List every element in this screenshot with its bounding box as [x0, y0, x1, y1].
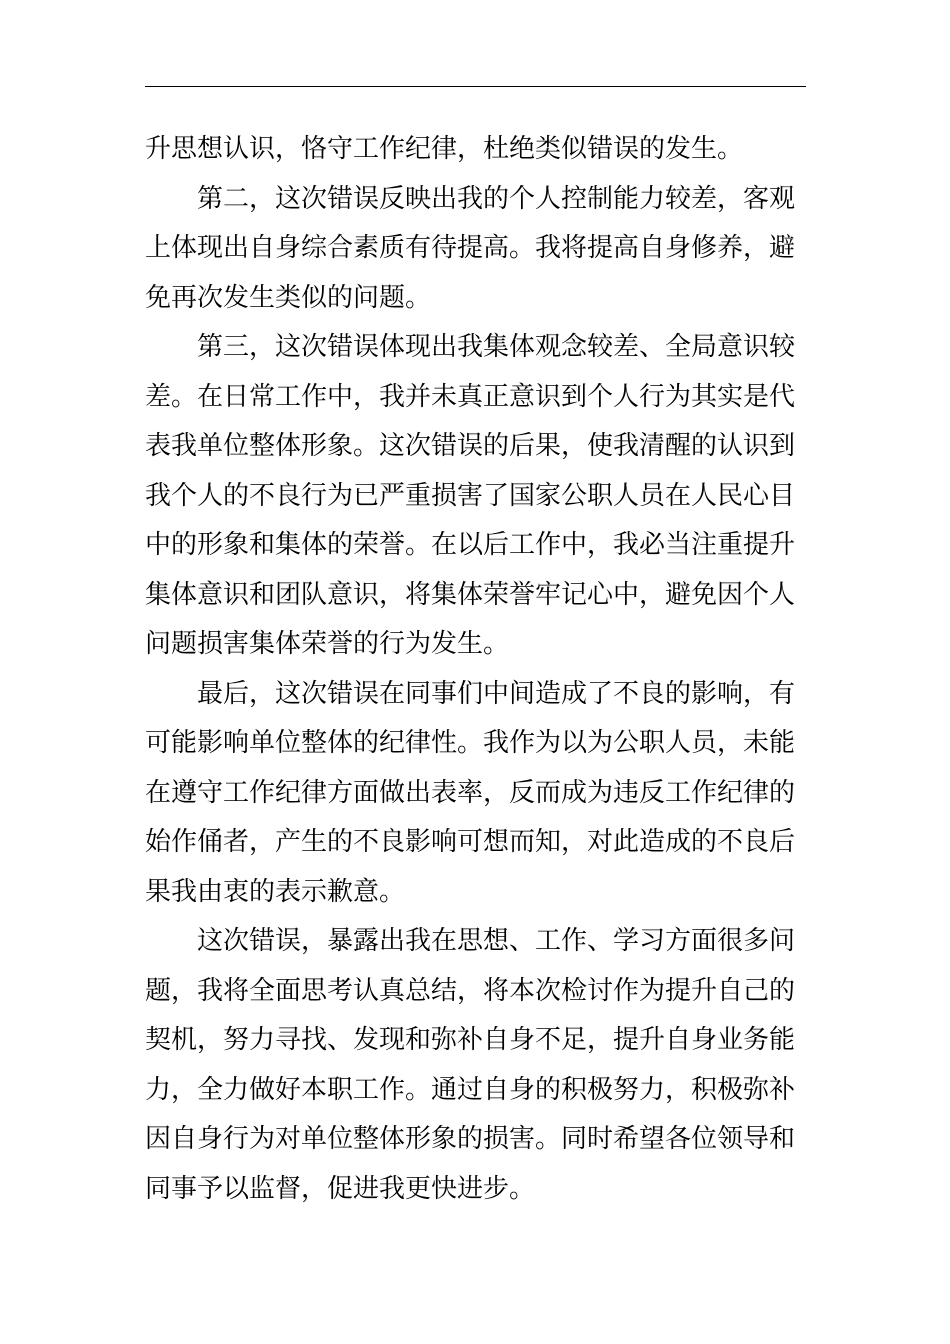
- header-rule: [145, 86, 806, 87]
- text-line: 在遵守工作纪律方面做出表率，反而成为违反工作纪律的: [145, 777, 796, 808]
- text-line: 可能影响单位整体的纪律性。我作为以为公职人员，未能: [145, 728, 796, 758]
- text-line: 契机，努力寻找、发现和弥补自身不足，提升自身业务能: [145, 1025, 796, 1055]
- text-line: 集体意识和团队意识，将集体荣誉牢记心中，避免因个人: [145, 579, 796, 610]
- text-line: 果我由衷的表示歉意。: [145, 876, 406, 907]
- text-line: 上体现出自身综合素质有待提高。我将提高自身修养，避: [145, 233, 796, 263]
- text-line: 第三，这次错误体现出我集体观念较差、全局意识较: [197, 332, 796, 362]
- text-line: 问题损害集体荣誉的行为发生。: [145, 629, 510, 659]
- text-line: 免再次发生类似的问题。: [145, 282, 432, 313]
- text-line: 我个人的不良行为已严重损害了国家公职人员在人民心目: [145, 480, 796, 511]
- text-line: 差。在日常工作中，我并未真正意识到个人行为其实是代: [145, 381, 796, 412]
- document-body: [145, 125, 806, 1214]
- text-line: 这次错误，暴露出我在思想、工作、学习方面很多问: [197, 926, 796, 956]
- text-line: 第二，这次错误反映出我的个人控制能力较差，客观: [197, 183, 796, 214]
- text-line: 中的形象和集体的荣誉。在以后工作中，我必当注重提升: [145, 530, 796, 560]
- text-line: 最后，这次错误在同事们中间造成了不良的影响，有: [197, 678, 796, 709]
- text-line: 因自身行为对单位整体形象的损害。同时希望各位领导和: [145, 1124, 796, 1154]
- text-line: 表我单位整体形象。这次错误的后果，使我清醒的认识到: [145, 431, 796, 461]
- text-line: 升思想认识，恪守工作纪律，杜绝类似错误的发生。: [145, 134, 744, 164]
- text-line: 力，全力做好本职工作。通过自身的积极努力，积极弥补: [145, 1074, 796, 1105]
- text-line: 题，我将全面思考认真总结，将本次检讨作为提升自己的: [145, 975, 796, 1006]
- text-line: 始作俑者，产生的不良影响可想而知，对此造成的不良后: [145, 827, 796, 857]
- text-line: 同事予以监督，促进我更快进步。: [145, 1173, 536, 1204]
